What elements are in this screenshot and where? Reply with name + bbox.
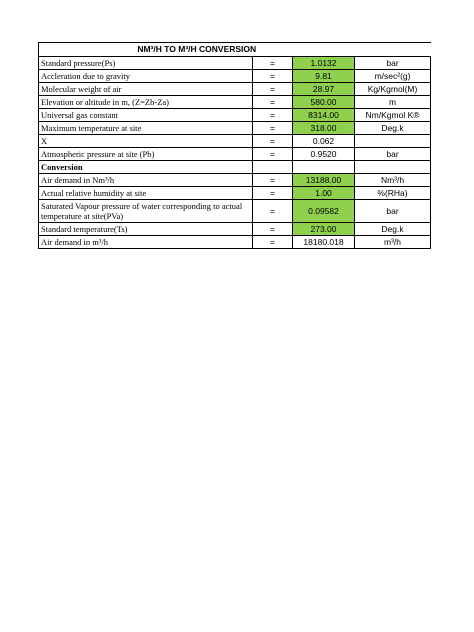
unit-cell: m³/h [355,236,431,249]
unit-cell: m/sec²(g) [355,70,431,83]
table-row [39,57,431,70]
table-row [39,96,431,109]
equals-cell: = [253,148,293,161]
equals-cell: = [253,223,293,236]
row-label: Accleration due to gravity [39,70,253,83]
unit-cell: m [355,96,431,109]
unit-cell: bar [355,57,431,70]
input-value-cell[interactable]: 1.00 [293,187,355,200]
unit-cell [355,135,431,148]
table-row [39,187,431,200]
table-row [39,122,431,135]
computed-value-cell[interactable]: 18180.018 [293,236,355,249]
row-label: Saturated Vapour pressure of water corresponding to actual temperature at site(PVa) [39,200,253,223]
input-value-cell[interactable]: 13188.00 [293,174,355,187]
equals-cell: = [253,236,293,249]
empty-cell [293,161,355,174]
computed-value-cell[interactable]: 0.9520 [293,148,355,161]
unit-cell: %(RHa) [355,187,431,200]
equals-cell: = [253,187,293,200]
table-title: NM³/H TO M³/H CONVERSION [39,43,355,57]
row-label: Actual relative humidity at site [39,187,253,200]
input-value-cell[interactable]: 1.0132 [293,57,355,70]
input-value-cell[interactable]: 0.09582 [293,200,355,223]
unit-cell: Deg.k [355,122,431,135]
unit-cell: bar [355,200,431,223]
equals-cell: = [253,122,293,135]
table-row [39,135,431,148]
row-label: Elevation or altitude in m, (Z=Zb-Za) [39,96,253,109]
equals-cell: = [253,135,293,148]
table-row [39,70,431,83]
table-row [39,148,431,161]
input-value-cell[interactable]: 273.00 [293,223,355,236]
row-label: X [39,135,253,148]
computed-value-cell[interactable]: 0.062 [293,135,355,148]
unit-cell: Nm/Kgmol K® [355,109,431,122]
equals-cell: = [253,83,293,96]
input-value-cell[interactable]: 28.97 [293,83,355,96]
row-label: Atmospheric pressure at site (Pb) [39,148,253,161]
table-row [39,109,431,122]
table-row [39,200,431,223]
table-row [39,83,431,96]
row-label: Universal gas constant [39,109,253,122]
equals-cell: = [253,109,293,122]
row-label: Air demand in Nm³/h [39,174,253,187]
equals-cell: = [253,174,293,187]
title-blank-cell [355,43,431,57]
empty-cell [253,161,293,174]
row-label: Standard temperature(Ts) [39,223,253,236]
input-value-cell[interactable]: 580.00 [293,96,355,109]
table-row [39,236,431,249]
unit-cell: Nm³/h [355,174,431,187]
equals-cell: = [253,57,293,70]
input-value-cell[interactable]: 8314.00 [293,109,355,122]
table-row [39,223,431,236]
input-value-cell[interactable]: 318.00 [293,122,355,135]
equals-cell: = [253,70,293,83]
unit-cell: bar [355,148,431,161]
unit-cell: Kg/Kgmol(M) [355,83,431,96]
row-label: Maximum temperature at site [39,122,253,135]
title-row [39,43,431,57]
unit-cell: Deg.k [355,223,431,236]
section-row [39,161,431,174]
equals-cell: = [253,200,293,223]
table-row [39,174,431,187]
input-value-cell[interactable]: 9.81 [293,70,355,83]
equals-cell: = [253,96,293,109]
empty-cell [355,161,431,174]
section-heading: Conversion [39,161,253,174]
row-label: Standard pressure(Ps) [39,57,253,70]
conversion-table [38,42,431,249]
row-label: Molecular weight of air [39,83,253,96]
row-label: Air demand in m³/h [39,236,253,249]
